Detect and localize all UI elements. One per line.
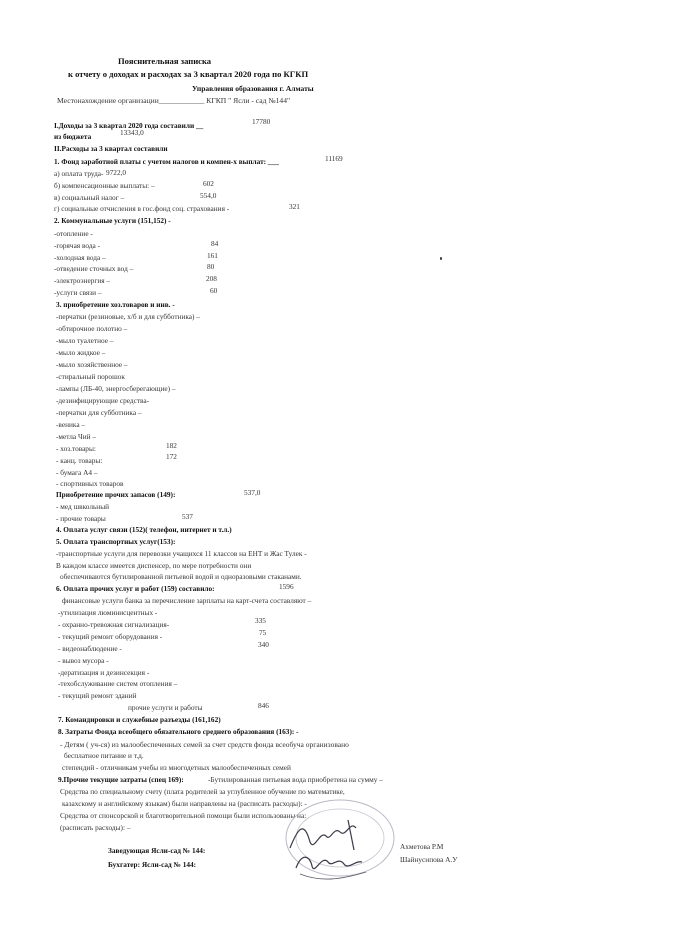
goods-item-label: -мыло хозяйственное – xyxy=(56,360,128,369)
utilities-item-value: 161 xyxy=(207,251,218,260)
payroll-item-value: 602 xyxy=(203,179,214,188)
other-costs-line: Средства от спонсорской и благотворительной помощи были использованы на: xyxy=(60,811,307,820)
income-line: I.Доходы за 3 квартал 2020 года составили __ xyxy=(54,121,204,130)
department: Управления образования г. Алматы xyxy=(192,84,314,93)
other-stock-item-value: 537 xyxy=(182,512,193,521)
services-item-label: -дератизация и дезинсекция - xyxy=(58,668,150,677)
document-subtitle: к отчету о доходах и расходах за 3 квартал 2020 года по КГКП xyxy=(68,69,309,79)
services-item-label: - охранно-тревожная сигнализация- xyxy=(58,620,170,629)
goods-item-label: - канц. товары: xyxy=(56,456,103,465)
utilities-item-label: -услуги связи – xyxy=(54,288,102,297)
payroll-item-value: 9722,0 xyxy=(106,168,127,177)
stamp-and-signatures xyxy=(270,790,400,900)
payroll-title: 1. Фонд заработной платы с учетом налогов и компен-х выплат: ___ xyxy=(54,157,279,166)
transport-line: В каждом классе имеется диспенсер, по мере потребности они xyxy=(56,561,252,570)
services-item-label: -техобслуживание систем отопления – xyxy=(58,679,178,688)
utilities-item-value: 80 xyxy=(207,262,215,271)
other-stock-item-label: - прочие товары xyxy=(56,514,106,523)
services-item-label: - вывоз мусора - xyxy=(58,656,109,665)
expenses-title: II.Расходы за 3 квартал составили xyxy=(54,144,168,153)
goods-item-value: 172 xyxy=(166,452,177,461)
goods-item-label: - спортивных товаров xyxy=(56,479,124,488)
income-total: 17780 xyxy=(252,117,271,126)
utilities-item-label: -электроэнергия – xyxy=(54,276,111,285)
other-costs-line: (расписать расходы): – xyxy=(60,823,131,832)
transport-title: 5. Оплата транспортных услуг(153): xyxy=(56,537,176,546)
goods-item-label: - бумага А4 – xyxy=(56,468,98,477)
services-total: 1596 xyxy=(279,582,294,591)
goods-item-label: - хоз.товары: xyxy=(56,444,96,453)
vseobuch-title: 8. Затраты Фонда всеобщего обязательного среднего образования (163): - xyxy=(58,727,299,736)
other-costs-line: -Бутилированная питьевая вода приобретена на сумму – xyxy=(208,775,383,784)
other-costs-line: Средства по специальному счету (плата родителей за углубленное обучение по математике, xyxy=(60,787,345,796)
goods-item-label: -дезинфицирующие средства- xyxy=(56,396,150,405)
services-item-value: 846 xyxy=(258,701,269,710)
services-item-value: 335 xyxy=(255,616,266,625)
services-item-label: - видеонаблюдение - xyxy=(58,644,122,653)
utilities-item-value: 60 xyxy=(210,286,218,295)
payroll-item-label: г) социальные отчисления в гос.фонд соц. страхования - xyxy=(54,204,230,213)
services-item-value: 340 xyxy=(258,640,269,649)
goods-item-label: -перчатки для субботника – xyxy=(56,408,142,417)
accountant-name: Шайнусипова А.У xyxy=(400,855,458,864)
utilities-item-value: 208 xyxy=(206,274,217,283)
services-item-label: прочие услуги и работы xyxy=(128,703,203,712)
vseobuch-line: бесплатное питание и т.д. xyxy=(64,751,144,760)
utilities-item-label: -отведение сточных вод – xyxy=(54,264,134,273)
other-costs-title: 9.Прочие текущие затраты (спец 169): xyxy=(58,775,184,784)
utilities-item-label: -холодная вода – xyxy=(54,253,106,262)
utilities-item-label: -горячая вода - xyxy=(54,241,101,250)
services-item-value: 75 xyxy=(259,628,267,637)
payroll-item-value: 321 xyxy=(289,202,300,211)
utilities-title: 2. Коммунальные услуги (151,152) - xyxy=(54,216,171,225)
goods-item-label: -веника – xyxy=(56,420,86,429)
vseobuch-line: степендий - отличникам учебы из многодетных малообеспеченных семей xyxy=(62,763,291,772)
communication-title: 4. Оплата услуг связи (152)( телефон, интернет и т.л.) xyxy=(56,525,232,534)
services-item-label: - текущий ремонт зданий xyxy=(58,691,137,700)
payroll-total: 11169 xyxy=(325,154,343,163)
goods-item-label: -метла Чий – xyxy=(56,432,97,441)
payroll-item-label: а) оплата труда- xyxy=(54,169,104,178)
utilities-item-value: 84 xyxy=(211,239,219,248)
goods-item-value: 182 xyxy=(166,441,177,450)
location-line: Местонахождение организации____________ КГКП " Ясли - сад №144" xyxy=(57,96,291,105)
services-item-label: - текущий ремонт оборудования - xyxy=(58,632,163,641)
utilities-item-label: -отопление - xyxy=(54,229,93,238)
transport-line: обеспечиваются бутилированной питьевой водой и одноразовыми стаканами. xyxy=(60,572,302,581)
transport-line: -транспортные услуги для перевозки учащихся 11 классов на ЕНТ и Жас Тулек - xyxy=(56,549,307,558)
other-stock-total: 537,0 xyxy=(244,488,261,497)
other-stock-item-label: - мед швкольный xyxy=(56,502,110,511)
income-budget-label: из бюджета xyxy=(54,132,92,141)
other-stock-title: Приобретение прочих запасов (149): xyxy=(56,490,176,499)
payroll-item-label: б) компенсационные выплаты: – xyxy=(54,181,155,190)
goods-item-label: -мыло туалетное – xyxy=(56,336,114,345)
goods-item-label: -мыло жидкое – xyxy=(56,348,106,357)
goods-item-label: -обтирочное полотно – xyxy=(56,324,128,333)
scan-speck xyxy=(440,257,442,260)
services-title: 6. Оплата прочих услуг и работ (159) составило: xyxy=(56,584,215,593)
accountant-signature-label: Бухгатер: Ясли-сад № 144: xyxy=(108,860,197,869)
payroll-item-value: 554,0 xyxy=(200,191,217,200)
income-budget-value: 13343,0 xyxy=(120,128,144,137)
payroll-item-label: в) социальный налог – xyxy=(54,193,125,202)
vseobuch-line: - Детям ( уч-ся) из малообеспеченных семей за счет средств фонда всеобуча организовано xyxy=(60,740,349,749)
head-name: Ахметова Р.М xyxy=(400,842,444,851)
goods-item-label: -лампы (ЛБ-40, энергосберегающие) – xyxy=(56,384,176,393)
goods-item-label: -перчатки (резиновые, х/б и для субботника) – xyxy=(56,312,200,321)
goods-item-label: -стиральный порошок xyxy=(56,372,125,381)
services-item-label: -утилизация люминисцентных - xyxy=(58,608,158,617)
travel-title: 7. Командировки и служебные разъезды (161,162) xyxy=(58,715,221,724)
services-item-label: финансовые услуги банка за перечисление зарплаты на карт-счета составляют – xyxy=(62,596,312,605)
head-signature-label: Заведующая Ясли-сад № 144: xyxy=(108,846,206,855)
document-title: Пояснительная записка xyxy=(118,56,212,66)
other-costs-line: казахскому и английскому языкам) были направлены на (расписать расходы): - xyxy=(62,799,307,808)
goods-title: 3. приобретение хоз.товаров и инв. - xyxy=(56,300,175,309)
